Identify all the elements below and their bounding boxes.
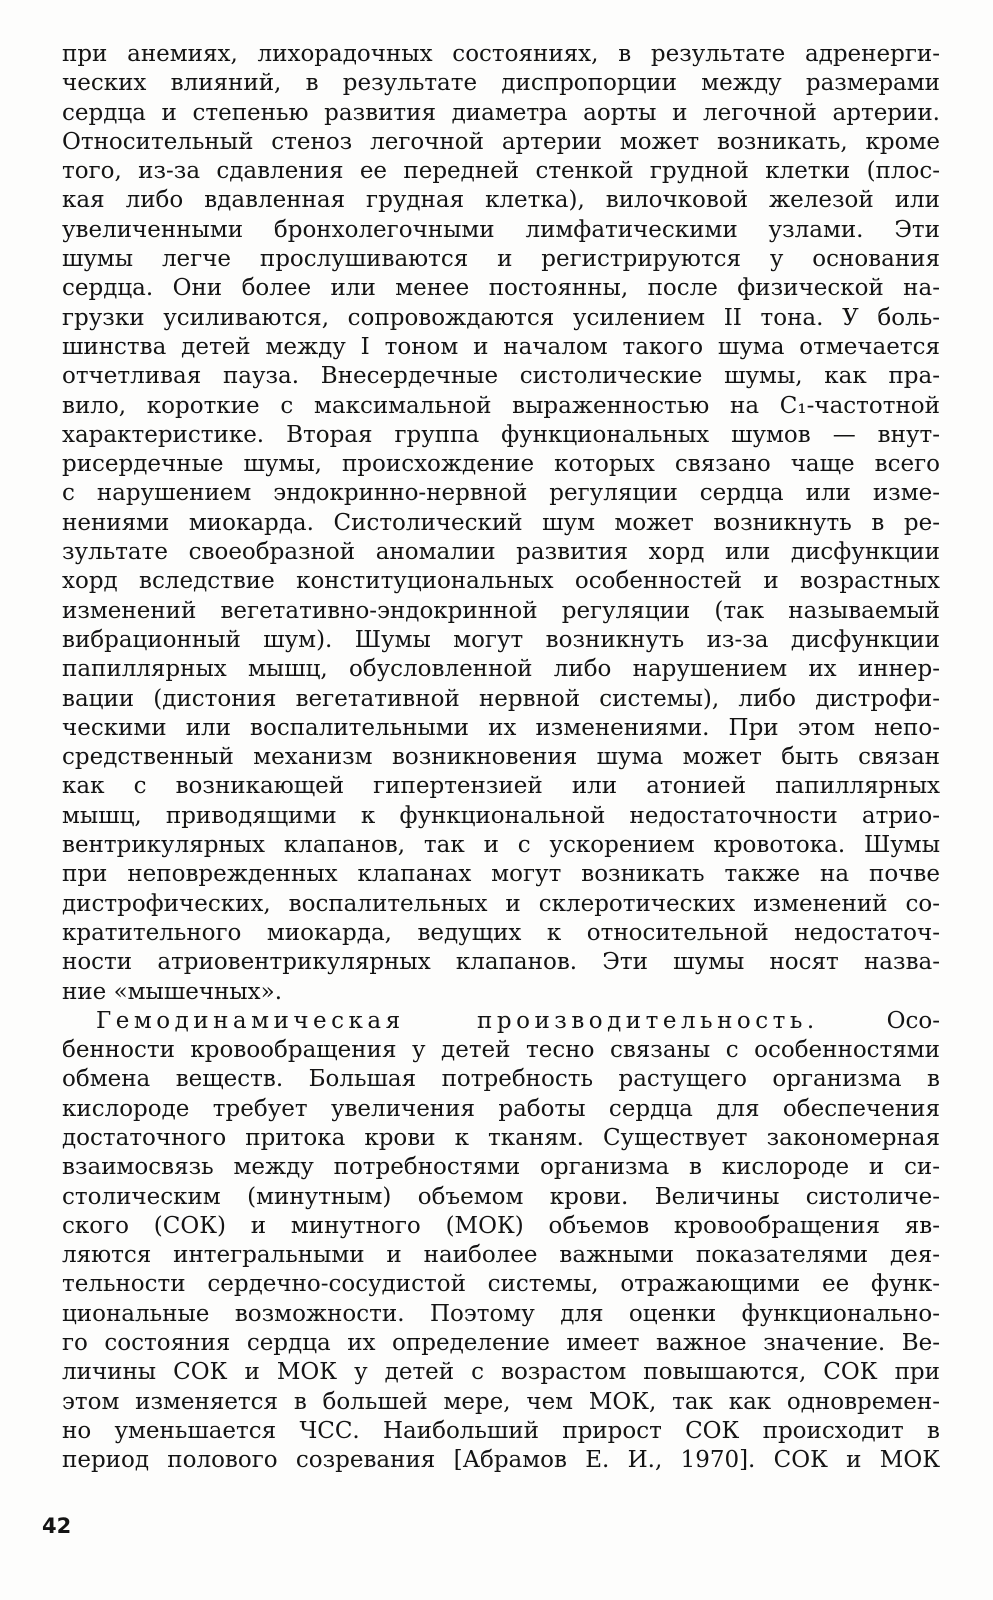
text-line: как с возникающей гипертензией или атонией папиллярных: [62, 773, 940, 800]
text-line: сердца. Они более или менее постоянны, после физической на-: [62, 275, 940, 302]
text-line: ческих влияний, в результате диспропорции между размерами: [62, 70, 940, 97]
text-line: увеличенными бронхолегочными лимфатическими узлами. Эти: [62, 216, 940, 243]
text-line: грузки усиливаются, сопровождаются усилением II тона. У боль-: [62, 304, 940, 331]
body-text: [62, 40, 940, 1476]
paragraph-2: [62, 1007, 940, 1476]
text-line: обмена веществ. Большая потребность растущего организма в: [62, 1066, 940, 1093]
text-line: дистрофических, воспалительных и склеротических изменений со-: [62, 890, 940, 917]
text-line: тельности сердечно-сосудистой системы, отражающими ее функ-: [62, 1271, 940, 1298]
text-line: вило, короткие с максимальной выраженностью на C₁-частотной: [62, 392, 940, 419]
text-line: нениями миокарда. Систолический шум может возникнуть в ре-: [62, 509, 940, 536]
text-line: вибрационный шум). Шумы могут возникнуть из-за дисфункции: [62, 626, 940, 653]
section-first-line: [62, 1007, 940, 1036]
text-line: вентрикулярных клапанов, так и с ускорением кровотока. Шумы: [62, 832, 940, 859]
text-line: при анемиях, лихорадочных состояниях, в результате адренерги-: [62, 41, 940, 67]
text-line: хорд вследствие конституциональных особенностей и возрастных: [62, 568, 940, 595]
text-line: средственный механизм возникновения шума может быть связан: [62, 744, 940, 771]
text-line: ляются интегральными и наиболее важными показателями дея-: [62, 1242, 940, 1269]
page-number: 42: [42, 1514, 72, 1538]
text-line: столическим (минутным) объемом крови. Величины систоличе-: [62, 1183, 940, 1210]
text-line: кая либо вдавленная грудная клетка), вилочковой железой или: [62, 187, 940, 214]
text-line: с нарушением эндокринно-нервной регуляции сердца или изме-: [62, 480, 940, 507]
text-line: го состояния сердца их определение имеет важное значение. Ве-: [62, 1330, 940, 1357]
text-line: Относительный стеноз легочной артерии может возникать, кроме: [62, 128, 940, 155]
text-line: папиллярных мышц, обусловленной либо нарушением их иннер-: [62, 656, 940, 683]
text-line: того, из-за сдавления ее передней стенкой грудной клетки (плос-: [62, 158, 940, 185]
text-line: рисердечные шумы, происхождение которых связано чаще всего: [62, 451, 940, 478]
text-line: но уменьшается ЧСС. Наибольший прирост СОК происходит в: [62, 1417, 940, 1444]
text-line: ческими или воспалительными их изменениями. При этом непо-: [62, 714, 940, 741]
text-line: ности атриовентрикулярных клапанов. Эти шумы носят назва-: [62, 949, 940, 976]
text-line: при неповрежденных клапанах могут возникать также на почве: [62, 861, 940, 888]
text-line: характеристике. Вторая группа функциональных шумов — внут-: [62, 421, 940, 448]
text-line: кратительного миокарда, ведущих к относительной недостаточ-: [62, 919, 940, 946]
text-line: изменений вегетативно-эндокринной регуляции (так называемый: [62, 597, 940, 624]
text-line: взаимосвязь между потребностями организма в кислороде и си-: [62, 1154, 940, 1181]
text-line: ского (СОК) и минутного (МОК) объемов кровообращения яв-: [62, 1212, 940, 1239]
text-line: бенности кровообращения у детей тесно связаны с особенностями: [62, 1037, 940, 1064]
text-line: шинства детей между I тоном и началом такого шума отмечается: [62, 333, 940, 360]
text-line: ние «мышечных».: [62, 978, 283, 1005]
section-heading: Гемодинамическая производительность.: [96, 1007, 819, 1034]
text-line: кислороде требует увеличения работы сердца для обеспечения: [62, 1095, 940, 1122]
text-line: отчетливая пауза. Внесердечные систолические шумы, как пра-: [62, 363, 940, 390]
text-line: мышц, приводящими к функциональной недостаточности атрио-: [62, 802, 940, 829]
text-line: этом изменяется в большей мере, чем МОК, так как одновремен-: [62, 1388, 940, 1415]
paragraph-1: [62, 40, 940, 1007]
text-line: период полового созревания [Абрамов Е. И., 1970]. СОК и МОК: [62, 1447, 940, 1474]
text-line: шумы легче прослушиваются и регистрируются у основания: [62, 246, 940, 273]
text-line: зультате своеобразной аномалии развития хорд или дисфункции: [62, 539, 940, 566]
text-line: циональные возможности. Поэтому для оценки функционально-: [62, 1300, 940, 1327]
text-line: личины СОК и МОК у детей с возрастом повышаются, СОК при: [62, 1359, 940, 1386]
heading-line-rest: Осо-: [886, 1007, 940, 1034]
text-line: достаточного притока крови к тканям. Существует закономерная: [62, 1124, 940, 1151]
text-line: вации (дистония вегетативной нервной системы), либо дистрофи-: [62, 685, 940, 712]
text-line: сердца и степенью развития диаметра аорты и легочной артерии.: [62, 99, 940, 126]
